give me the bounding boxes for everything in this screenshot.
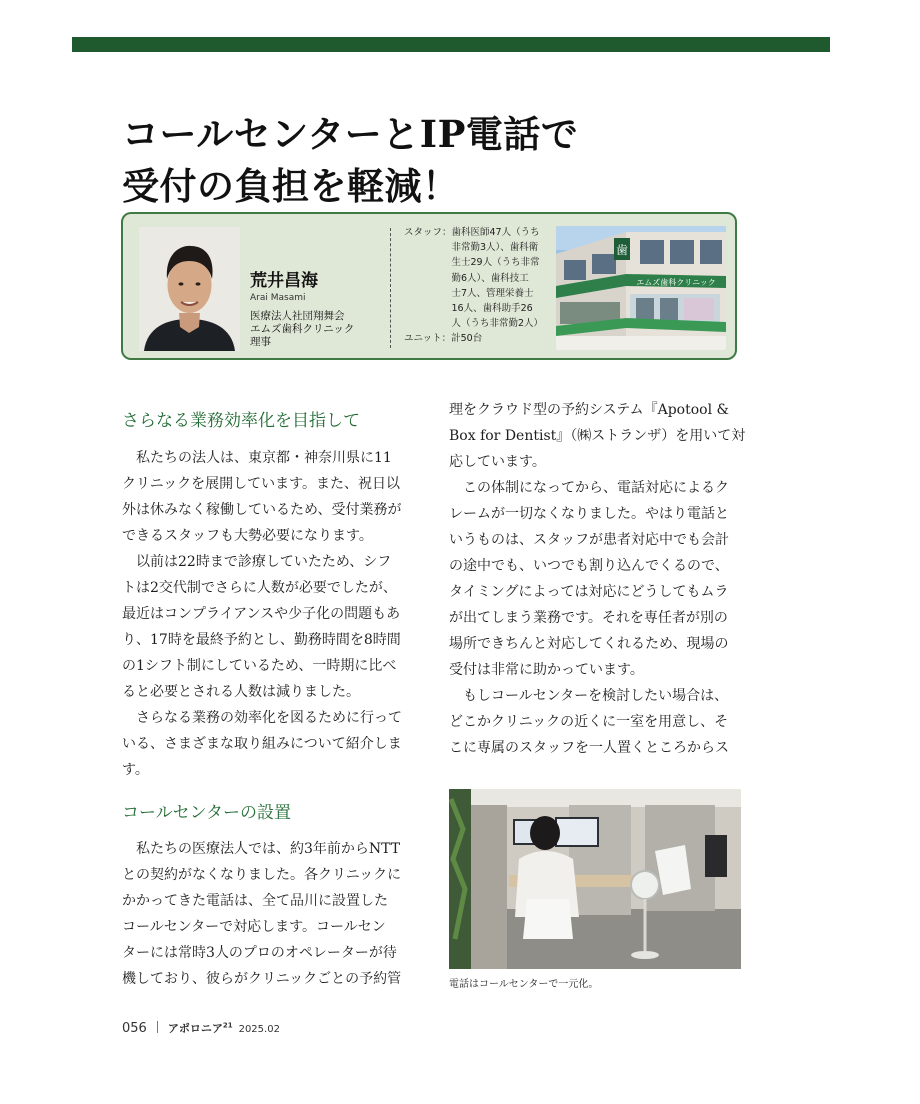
text-line: 私たちの医療法人では、約3年前からNTT xyxy=(122,841,401,857)
section-body-efficiency xyxy=(122,445,402,783)
page-number: 056 xyxy=(122,1021,147,1036)
text-line: ると必要とされる人数は減りました。 xyxy=(122,684,360,700)
call-center-photo xyxy=(449,789,741,969)
affiliation-line: エムズ歯科クリニック xyxy=(250,323,355,335)
text-line: 以前は22時まで診療していたため、シフ xyxy=(122,554,392,570)
text-line: トは2交代制でさらに人数が必要でしたが、 xyxy=(122,580,397,596)
text-line: ターには常時3人のプロのオペレーターが待 xyxy=(122,945,397,961)
text-line: いうものは、スタッフが患者対応中でも会計 xyxy=(449,532,729,548)
text-line: かかってきた電話は、全て品川に設置した xyxy=(122,893,388,909)
profile-divider xyxy=(390,228,391,348)
author-name: 荒井昌海 xyxy=(250,271,318,291)
staff-line: 16人、歯科助手26 xyxy=(451,303,533,315)
building-sign: エムズ歯科クリニック xyxy=(636,278,716,287)
text-line: す。 xyxy=(122,762,149,778)
article-title xyxy=(122,108,578,212)
staff-line: 生士29人（うち非常 xyxy=(451,257,540,269)
text-line: さらなる業務の効率化を図るために行って xyxy=(122,710,402,726)
staff-details xyxy=(452,225,544,331)
author-romaji: Arai Masami xyxy=(250,293,306,303)
text-line: 私たちの法人は、東京都・神奈川県に11 xyxy=(122,450,392,466)
text-line: どこかクリニックの近くに一室を用意し、そ xyxy=(449,714,729,730)
section-body-call-center xyxy=(122,836,401,992)
text-line: 理をクラウド型の予約システム『Apotool & xyxy=(449,402,729,418)
text-line: いる、さまざまな取り組みについて紹介しま xyxy=(122,736,402,752)
title-line: コールセンターとIP電話で xyxy=(122,112,579,156)
photo-caption: 電話はコールセンターで一元化。 xyxy=(449,979,599,990)
text-line: コールセンターで対応します。コールセン xyxy=(122,919,386,935)
affiliation-line: 医療法人社団翔舞会 xyxy=(250,310,345,322)
footer-separator xyxy=(157,1021,158,1033)
clinic-building-photo xyxy=(556,226,726,350)
affiliation-line: 理事 xyxy=(250,336,271,348)
clinic-stats xyxy=(404,225,560,347)
text-line: クリニックを展開しています。また、祝日以 xyxy=(122,476,401,492)
profile-box xyxy=(121,212,737,360)
text-line: この体制になってから、電話対応によるク xyxy=(449,480,729,496)
text-line: もしコールセンターを検討したい場合は、 xyxy=(449,688,729,704)
author-affiliation xyxy=(250,310,354,349)
text-line: タイミングによっては対応にどうしてもムラ xyxy=(449,584,729,600)
text-line: 応しています。 xyxy=(449,454,546,470)
staff-line: 人（うち非常勤2人） xyxy=(451,318,544,330)
text-line: の途中でも、いつでも割り込んでくるので、 xyxy=(449,558,729,574)
text-line: 外は休みなく稼働しているため、受付業務が xyxy=(122,502,402,518)
staff-label: スタッフ： xyxy=(404,227,452,238)
text-line: レームが一切なくなりました。やはり電話と xyxy=(449,506,729,522)
top-accent-bar xyxy=(72,37,830,52)
author-portrait xyxy=(139,227,240,351)
text-line: 機しており、彼らがクリニックごとの予約管 xyxy=(122,971,402,987)
text-line: の1シフト制にしているため、一時期に比べ xyxy=(122,658,397,674)
page-footer xyxy=(122,1020,280,1036)
right-column-body xyxy=(449,397,745,761)
staff-line: 歯科医師47人（うち xyxy=(451,227,540,238)
unit-count: ユニット：計50台 xyxy=(404,333,483,345)
text-line: との契約がなくなりました。各クリニックに xyxy=(122,867,402,883)
text-line: Box for Dentist』（㈱ストランザ）を用いて対 xyxy=(449,428,746,444)
text-line: が出てしまう業務です。それを専任者が別の xyxy=(449,610,728,626)
text-line: こに専属のスタッフを一人置くところからス xyxy=(449,740,729,756)
issue-date: 2025.02 xyxy=(238,1024,280,1035)
text-line: 受付は非常に助かっています。 xyxy=(449,662,644,678)
staff-line: 士7人、管理栄養士 xyxy=(451,287,534,299)
section-heading-efficiency: さらなる業務効率化を目指して xyxy=(122,411,360,431)
building-mark: 歯 xyxy=(615,243,629,257)
text-line: できるスタッフも大勢必要になります。 xyxy=(122,528,373,544)
text-line: 場所できちんと対応してくれるため、現場の xyxy=(449,636,729,652)
magazine-number: 21 xyxy=(222,1021,233,1030)
text-line: り、17時を最終予約とし、勤務時間を8時間 xyxy=(122,632,401,648)
title-line: 受付の負担を軽減！ xyxy=(122,164,460,208)
magazine-title: アポロニア xyxy=(167,1022,223,1035)
section-heading-call-center: コールセンターの設置 xyxy=(122,803,291,823)
staff-line: 非常勤3人）、歯科衛 xyxy=(451,242,539,254)
text-line: 最近はコンプライアンスや少子化の問題もあ xyxy=(122,606,401,622)
magazine-name xyxy=(168,1020,233,1036)
staff-line: 勤6人）、歯科技工 xyxy=(451,272,529,284)
